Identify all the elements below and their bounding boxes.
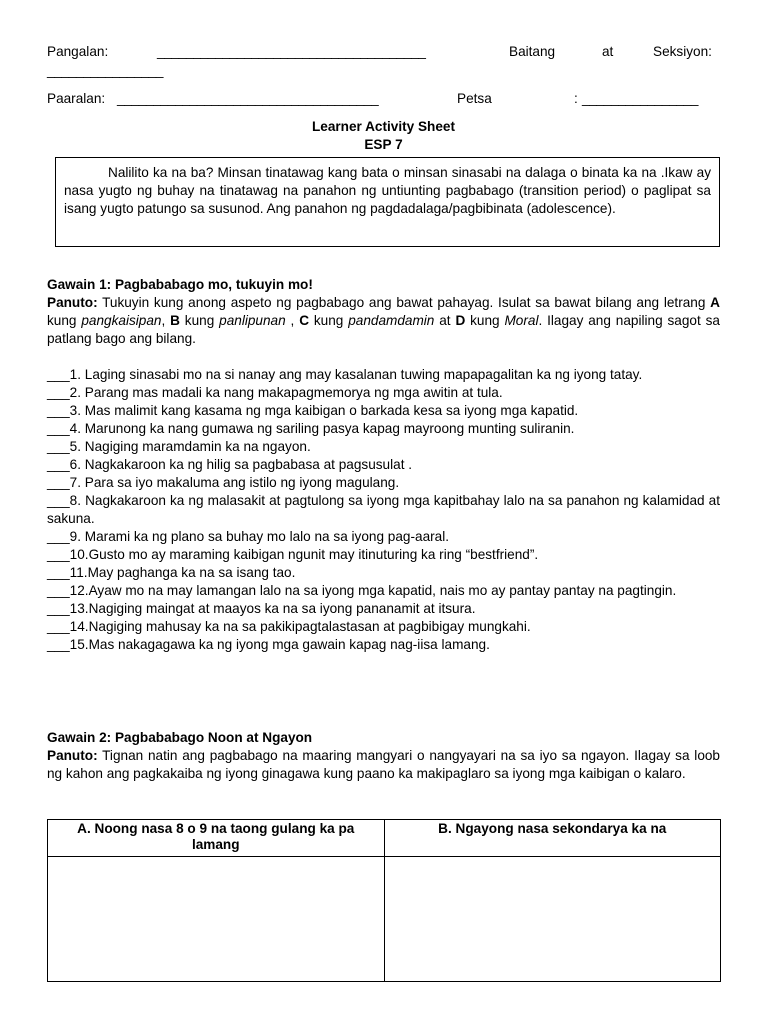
intro-text: Nalilito ka na ba? Minsan tinatawag kang bata o minsan sinasabi na dalaga o binata ka na .Ikaw ay nasa yugto ng buhay na tinatawag na panahon ng untiunting pagbabago (transition period) o paglipat sa isang yugto patungo sa susunod. Ang panahon ng pagdadalaga/pagbibinata (adolescence). [64,165,711,216]
activity1-item-15: ___15.Mas nakagagawa ka ng iyong mga gawain kapag nag-iisa lamang. [47,637,490,652]
sheet-title: Learner Activity Sheet [311,119,456,134]
sheet-subtitle: ESP 7 [364,137,403,152]
activity2-instructions [47,747,720,783]
activity1-section [47,276,720,348]
column-a-answer-box[interactable] [48,857,385,982]
activity1-item-10: ___10.Gusto mo ay maraming kaibigan ngunit may itinuturing ka ring “bestfriend”. [47,547,539,562]
activity2-answer-row [48,857,721,982]
grade-label: Baitang [509,44,556,59]
column-b-header: B. Ngayong nasa sekondarya ka na [384,820,721,857]
activity2-instructions-label: Panuto: [47,748,98,763]
section-blank[interactable]: ________________ [47,63,164,78]
section-label: Seksiyon: [653,44,712,59]
activity1-item-1: ___1. Laging sinasabi mo na si nanay ang may kasalanan tuwing mapapagalitan ka ng iyong tatay. [47,367,643,382]
activity1-item-11: ___11.May paghanga ka na sa isang tao. [47,565,296,580]
date-label: Petsa [457,91,492,106]
activity2-table [47,819,721,982]
activity1-item-8: ___8. Nagkakaroon ka ng malasakit at pagtulong sa iyong mga kapitbahay lalo na sa panahon ng kalamidad at sakuna. [47,493,720,526]
activity1-item-7: ___7. Para sa iyo makaluma ang istilo ng iyong magulang. [47,475,400,490]
activity1-item-13: ___13.Nagiging maingat at maayos ka na sa iyong pananamit at itsura. [47,601,476,616]
activity1-instructions-label: Panuto: [47,295,98,310]
activity1-items [47,366,720,654]
name-label: Pangalan: [47,44,109,59]
activity2-title: Gawain 2: Pagbababago Noon at Ngayon [47,730,313,745]
activity1-item-2: ___2. Parang mas madali ka nang makapagmemorya ng mga awitin at tula. [47,385,503,400]
date-colon: : [574,91,578,106]
activity1-item-9: ___9. Marami ka ng plano sa buhay mo lalo na sa iyong pag-aaral. [47,529,450,544]
activity1-item-4: ___4. Marunong ka nang gumawa ng sariling pasya kapag mayroong munting suliranin. [47,421,575,436]
activity1-instructions: Panuto: Tukuyin kung anong aspeto ng pagbabago ang bawat pahayag. Isulat sa bawat bilang ang letrang A kung pangkaisipan, B kung panlipunan , C kung pandamdamin at D kung Moral. Ilagay ang napiling sagot sa patlang bago ang bilang. [47,295,720,346]
intro-box [55,157,720,247]
at-label: at [602,44,614,59]
school-blank[interactable]: ____________________________________ [117,91,379,106]
column-a-header: A. Noong nasa 8 o 9 na taong gulang ka pa lamang [48,820,385,857]
activity2-section [47,729,720,783]
activity1-item-6: ___6. Nagkakaroon ka ng hilig sa pagbabasa at pagsusulat . [47,457,413,472]
activity1-item-12: ___12.Ayaw mo na may lamangan lalo na sa iyong mga kapatid, nais mo ay pantay pantay na pagtingin. [47,583,677,598]
date-blank[interactable]: ________________ [582,91,699,106]
activity1-item-14: ___14.Nagiging mahusay ka na sa pakikipagtalastasan at pagbibigay mungkahi. [47,619,531,634]
column-b-answer-box[interactable] [384,857,721,982]
activity2-header-row [48,820,721,857]
activity2-instructions-text: Tignan natin ang pagbabago na maaring mangyari o nangyayari na sa iyo sa ngayon. Ilagay sa loob ng kahon ang pagkakaiba ng iyong ginagawa kung paano ka makipaglaro sa iyong mga kaibigan o kalaro. [47,748,720,781]
activity1-item-3: ___3. Mas malimit kang kasama ng mga kaibigan o barkada kesa sa iyong mga kapatid. [47,403,579,418]
activity1-title: Gawain 1: Pagbababago mo, tukuyin mo! [47,277,313,292]
name-blank[interactable]: _____________________________________ [157,44,426,59]
activity1-item-5: ___5. Nagiging maramdamin ka na ngayon. [47,439,311,454]
school-label: Paaralan: [47,91,106,106]
